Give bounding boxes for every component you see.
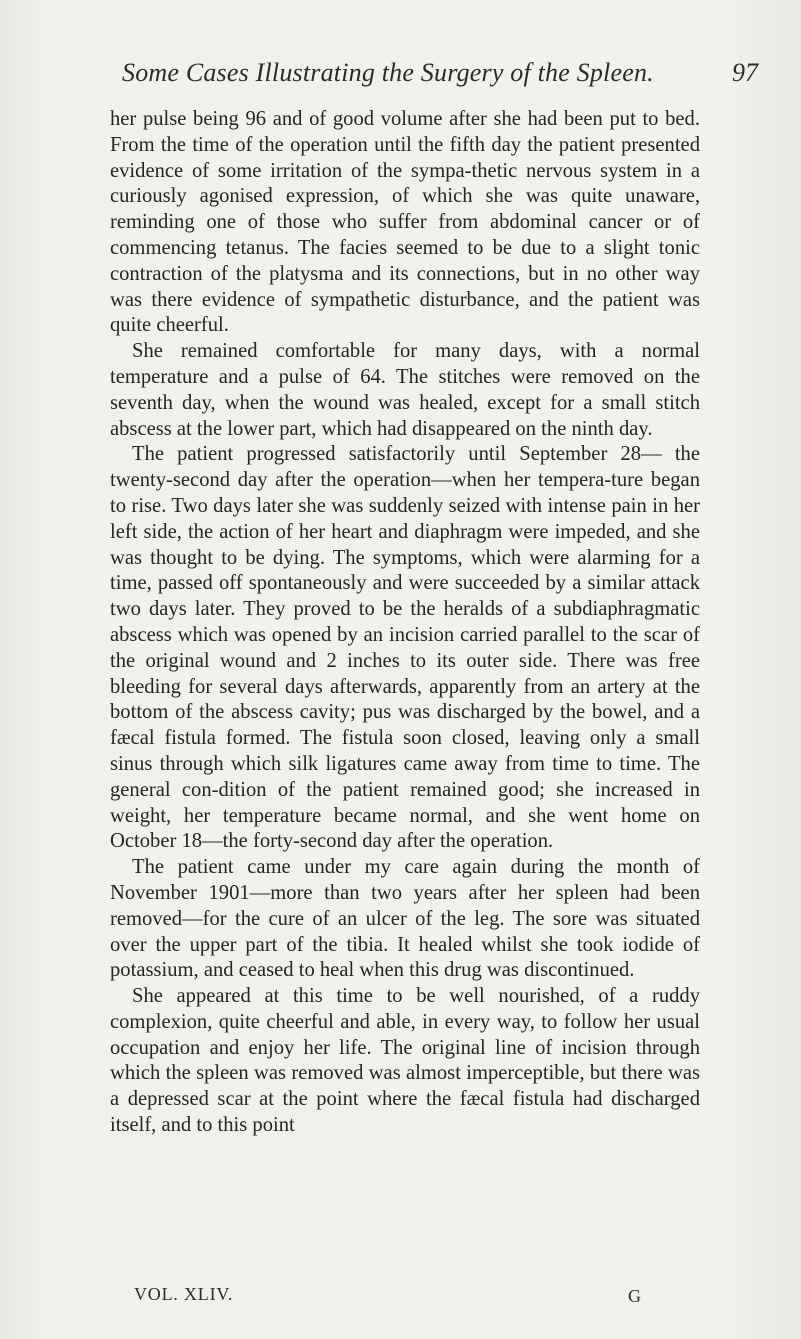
- page-number: 97: [732, 58, 758, 87]
- paragraph: her pulse being 96 and of good volume after she had been put to bed. From the time of the operation until the fifth day the patient presented evidence of some irritation of the sympa-thetic nervous system in a curiously agonised expression, of which she was quite unaware, reminding one of those who suffer from abdominal cancer or of commencing tetanus. The facies seemed to be due to a slight tonic contraction of the platysma and its connections, but in no other way was there evidence of sympathetic disturbance, and the patient was quite cheerful.: [110, 108, 700, 337]
- running-head-title: Some Cases Illustrating the Surgery of the Spleen.: [122, 58, 654, 87]
- paragraph: She remained comfortable for many days, with a normal temperature and a pulse of 64. The stitches were removed on the seventh day, when the wound was healed, except for a small stitch abscess at the lower part, which had disappeared on the ninth day.: [110, 340, 700, 440]
- body-text: [110, 107, 700, 1139]
- volume-label: VOL. XLIV.: [134, 1284, 234, 1304]
- running-head: [60, 58, 760, 98]
- paragraph: She appeared at this time to be well nourished, of a ruddy complexion, quite cheerful and able, in every way, to follow her usual occupation and enjoy her life. The original line of incision through which the spleen was removed was almost imperceptible, but there was a depressed scar at the point where the fæcal fistula had discharged itself, and to this point: [110, 985, 700, 1137]
- paragraph: The patient came under my care again during the month of November 1901—more than two years after her spleen had been removed—for the cure of an ulcer of the leg. The sore was situated over the upper part of the tibia. It healed whilst she took iodide of potassium, and ceased to heal when this drug was discontinued.: [110, 856, 700, 982]
- paragraph: The patient progressed satisfactorily until September 28— the twenty-second day after the operation—when her tempera-ture began to rise. Two days later she was suddenly seized with intense pain in her left side, the action of her heart and diaphragm were impeded, and she was thought to be dying. The symptoms, which were alarming for a time, passed off spontaneously and were succeeded by a similar attack two days later. They proved to be the heralds of a subdiaphragmatic abscess which was opened by an incision carried parallel to the scar of the original wound and 2 inches to its outer side. There was free bleeding for several days afterwards, apparently from an artery at the bottom of the abscess cavity; pus was discharged by the bowel, and a fæcal fistula formed. The fistula soon closed, leaving only a small sinus through which silk ligatures came away from time to time. The general con-dition of the patient remained good; she increased in weight, her temperature became normal, and she went home on October 18—the forty-second day after the operation.: [110, 443, 700, 853]
- signature-mark: G: [628, 1286, 641, 1306]
- page-footer: [110, 1284, 700, 1310]
